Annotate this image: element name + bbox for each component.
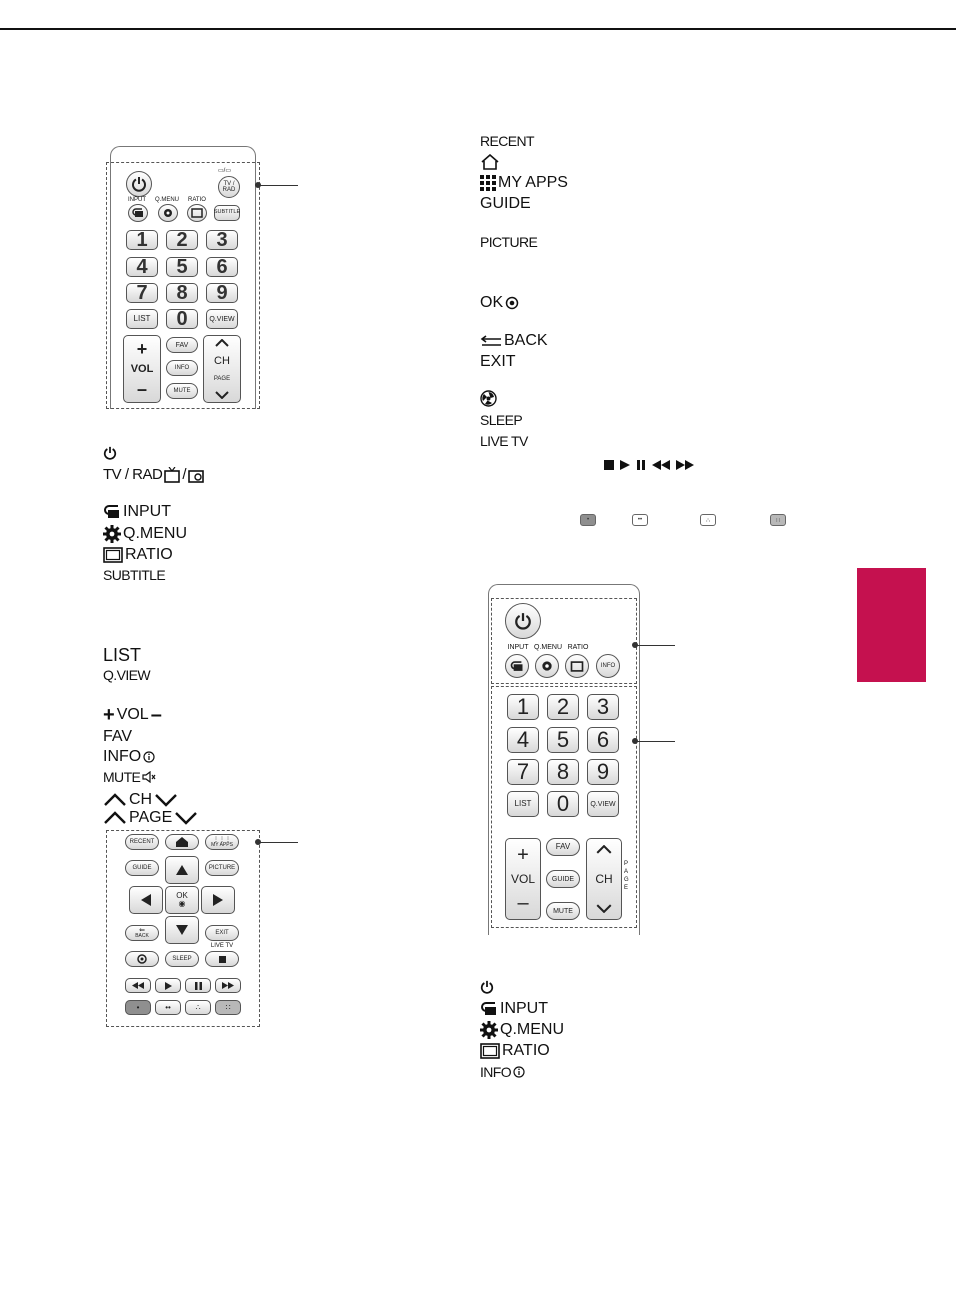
back-button[interactable] [125, 925, 159, 941]
qmenu-button[interactable] [535, 654, 559, 678]
fast-forward-button[interactable] [215, 978, 241, 993]
power-icon [103, 446, 117, 460]
chevron-up-icon [215, 339, 229, 347]
picture-button-label: PICTURE [208, 865, 236, 871]
qmenu-button[interactable] [158, 204, 178, 222]
tv-icon [164, 467, 180, 483]
ratio-text: RATIO [125, 546, 173, 563]
digit-9-label: 9 [216, 282, 228, 304]
picture-label-row [480, 234, 537, 250]
digit-7-label: 7 [136, 282, 148, 304]
recent-label-row [480, 133, 534, 149]
digit-5-button[interactable] [547, 727, 579, 753]
page-vertical-label: PAGE [624, 861, 629, 891]
input-icon [103, 505, 121, 519]
input-icon [510, 661, 524, 672]
digit-7-button[interactable] [507, 759, 539, 785]
3d-icon [137, 954, 147, 964]
input-text: INPUT [500, 1000, 548, 1017]
page-text: PAGE [129, 809, 173, 826]
back-button-label: BACK [135, 933, 149, 939]
power-button[interactable] [126, 171, 152, 197]
chevron-down-icon [154, 793, 178, 807]
channel-rocker[interactable] [203, 335, 241, 403]
tv-rad-text: TV / RAD [103, 466, 163, 483]
red-button-icon: • [580, 514, 596, 526]
digit-4-button[interactable] [507, 727, 539, 753]
input-label-row [480, 1000, 548, 1018]
section-tab [857, 568, 926, 682]
gear-icon [103, 525, 121, 543]
mute-icon [142, 771, 156, 783]
3d-label-row [480, 390, 497, 407]
play-icon [165, 982, 172, 990]
digit-2-label: 2 [176, 229, 188, 251]
pause-button[interactable] [185, 978, 211, 993]
triangle-down-icon [175, 924, 189, 936]
ratio-label-row [103, 546, 173, 564]
mute-button-label: MUTE [553, 907, 573, 915]
qmenu-text: Q.MENU [123, 525, 187, 542]
recent-button-label: RECENT [129, 839, 155, 845]
vol-label: VOL [510, 872, 535, 886]
guide-label-row [480, 195, 531, 213]
digit-2-button[interactable] [166, 230, 198, 250]
info-icon [513, 1066, 525, 1078]
ratio-icon [570, 661, 584, 672]
callout-dot [255, 839, 261, 845]
input-button[interactable] [505, 654, 529, 678]
two-dot-icon: •• [165, 1002, 171, 1012]
yellow-button-icon: ∴ [700, 514, 716, 526]
ch-label: CH [214, 355, 230, 367]
fav-label-row [103, 728, 132, 746]
digit-3-label: 3 [216, 229, 228, 251]
tv-rad-icons: ▭/▭ [218, 168, 232, 174]
input-icon [480, 1002, 498, 1016]
list-button-label: LIST [133, 314, 151, 323]
qview-button-label: Q.VIEW [590, 800, 616, 808]
qview-button[interactable] [206, 309, 238, 329]
digit-4-button[interactable] [126, 257, 158, 277]
vol-text: VOL [116, 706, 149, 723]
info-button[interactable] [166, 360, 198, 376]
input-button[interactable] [128, 204, 148, 222]
power-icon [480, 980, 494, 994]
minus-symbol: – [150, 704, 162, 726]
digit-7-label: 7 [516, 759, 530, 784]
list-button[interactable] [126, 309, 158, 329]
digit-1-button[interactable] [126, 230, 158, 250]
qmenu-text: Q.MENU [500, 1021, 564, 1038]
mute-label-row [103, 769, 156, 785]
info-label-row [103, 748, 155, 766]
list-label-row [103, 645, 141, 666]
stop-button[interactable] [205, 951, 239, 967]
ratio-icon [103, 547, 123, 563]
plus-symbol: + [103, 704, 115, 726]
digit-7-button[interactable] [126, 283, 158, 303]
up-button[interactable] [165, 856, 199, 884]
home-icon [175, 837, 189, 847]
digit-0-button[interactable] [547, 791, 579, 817]
ch-label: CH [595, 872, 613, 886]
subtitle-text: SUBTITLE [103, 567, 166, 583]
pause-icon [195, 982, 202, 990]
apps-grid-icon: ⋮⋮⋮ [213, 836, 231, 843]
vol-plus-symbol: + [517, 844, 529, 866]
sleep-label-row [480, 412, 522, 428]
pause-icon [636, 460, 646, 470]
volume-rocker[interactable] [505, 838, 541, 920]
my-apps-text: MY APPS [498, 174, 568, 191]
stop-icon [604, 460, 614, 470]
mute-button[interactable] [546, 902, 580, 920]
chevron-down-icon [596, 904, 612, 913]
input-label-row [103, 503, 171, 521]
page-label-row [103, 809, 198, 827]
list-button[interactable] [507, 791, 539, 817]
digit-1-label: 1 [136, 229, 148, 251]
picture-text: PICTURE [480, 234, 538, 250]
mute-button[interactable] [166, 383, 198, 399]
callout-line [635, 645, 675, 646]
ratio-icon [480, 1043, 500, 1059]
exit-text: EXIT [480, 353, 516, 370]
digit-6-button[interactable] [206, 257, 238, 277]
digit-4-label: 4 [516, 727, 530, 752]
ok-button[interactable] [165, 886, 199, 914]
qview-button[interactable] [587, 791, 619, 817]
digit-6-button[interactable] [587, 727, 619, 753]
exit-label-row [480, 353, 516, 371]
yellow-button[interactable] [185, 1000, 211, 1015]
callout-line [258, 185, 298, 186]
my-apps-label-row [480, 174, 568, 192]
digit-3-button[interactable] [206, 230, 238, 250]
fast-forward-icon [222, 982, 234, 989]
digit-5-label: 5 [176, 256, 188, 278]
home-button[interactable] [165, 834, 199, 850]
gear-icon [540, 659, 554, 673]
guide-button[interactable] [546, 870, 580, 888]
my-apps-button-label: MY APPS [211, 841, 233, 848]
subtitle-button-label: SUBTITLE [213, 209, 241, 216]
slash-separator: / [182, 466, 187, 483]
digit-2-button[interactable] [547, 694, 579, 720]
fav-button-label: FAV [175, 341, 189, 349]
vol-label-row [103, 705, 162, 725]
input-icon [132, 208, 144, 218]
exit-button[interactable] [205, 925, 239, 941]
mute-button-label: MUTE [173, 388, 191, 394]
chevron-down-icon [174, 811, 198, 825]
apps-grid-icon [480, 175, 496, 191]
qmenu-label-row [480, 1021, 564, 1039]
power-icon [131, 176, 147, 192]
playback-icons-row [604, 460, 694, 470]
sleep-button[interactable] [165, 951, 199, 967]
vol-minus-symbol: – [517, 892, 529, 914]
wheel-icon [505, 296, 519, 310]
ratio-icon [191, 208, 203, 218]
radio-icon [188, 467, 204, 483]
back-label-row [480, 332, 548, 350]
guide-button-label: GUIDE [551, 875, 575, 883]
ratio-label: RATIO [567, 644, 589, 651]
power-button[interactable] [505, 603, 541, 639]
fav-button-label: FAV [555, 842, 571, 851]
green-button-icon: •• [632, 514, 648, 526]
one-dot-icon: • [136, 1002, 140, 1012]
digit-5-button[interactable] [166, 257, 198, 277]
qmenu-label-row [103, 525, 187, 543]
down-button[interactable] [165, 916, 199, 944]
ratio-label: RATIO [188, 197, 206, 203]
back-arrow-icon [480, 335, 502, 347]
chevron-up-icon [103, 811, 127, 825]
triangle-right-icon [212, 893, 224, 907]
chevron-up-icon [103, 793, 127, 807]
digit-8-button[interactable] [166, 283, 198, 303]
chevron-down-icon [215, 391, 229, 399]
blue-button[interactable] [215, 1000, 241, 1015]
callout-line [635, 741, 675, 742]
power-label [103, 446, 117, 460]
power-label-row [480, 980, 494, 994]
triangle-left-icon [140, 893, 152, 907]
tv-rad-button-label: TV / RAD [222, 181, 236, 193]
info-button-label: INFO [600, 663, 616, 669]
input-label: INPUT [128, 197, 146, 203]
digit-6-label: 6 [596, 727, 610, 752]
play-button[interactable] [155, 978, 181, 993]
ch-label-row [103, 791, 178, 809]
digit-9-button[interactable] [206, 283, 238, 303]
three-dot-icon: ∴ [195, 1002, 201, 1012]
recent-button[interactable] [125, 834, 159, 850]
subtitle-button[interactable] [214, 205, 240, 221]
qview-text: Q.VIEW [103, 667, 150, 683]
digit-9-button[interactable] [587, 759, 619, 785]
live-tv-label: LIVE TV [210, 943, 234, 949]
input-text: INPUT [123, 503, 171, 520]
fav-button[interactable] [546, 838, 580, 856]
tv-rad-label [103, 466, 204, 483]
rewind-icon [132, 982, 144, 989]
digit-4-label: 4 [136, 256, 148, 278]
ratio-text: RATIO [502, 1042, 550, 1059]
back-text: BACK [504, 332, 548, 349]
red-button[interactable] [125, 1000, 151, 1015]
blue-button-icon: ∷ [770, 514, 786, 526]
rewind-icon [652, 460, 670, 470]
digit-0-button[interactable] [166, 309, 198, 329]
qmenu-label: Q.MENU [534, 644, 562, 651]
digit-1-label: 1 [516, 694, 530, 719]
ch-text: CH [129, 791, 153, 808]
3d-button[interactable] [125, 951, 159, 967]
vol-minus-symbol: – [136, 379, 147, 399]
info-button-label: INFO [174, 365, 190, 371]
digit-9-label: 9 [596, 759, 610, 784]
fast-forward-icon [676, 460, 694, 470]
power-icon [514, 612, 532, 630]
info-text: INFO [103, 748, 142, 765]
stop-icon [219, 956, 226, 963]
info-icon [143, 751, 155, 763]
gear-icon [162, 207, 174, 219]
mute-text: MUTE [103, 769, 141, 785]
info-button[interactable] [596, 654, 620, 678]
chevron-up-icon [596, 845, 612, 854]
back-arrow-icon: ⇐ [139, 927, 145, 934]
recent-text: RECENT [480, 133, 534, 149]
callout-line [258, 842, 298, 843]
triangle-up-icon [175, 864, 189, 876]
digit-8-label: 8 [556, 759, 570, 784]
input-label: INPUT [507, 644, 529, 651]
sleep-text: SLEEP [480, 412, 523, 428]
vol-plus-symbol: + [136, 339, 148, 359]
channel-rocker[interactable] [586, 838, 622, 920]
qmenu-label: Q.MENU [155, 197, 179, 203]
fav-text: FAV [103, 728, 133, 745]
digit-3-button[interactable] [587, 694, 619, 720]
digit-6-label: 6 [216, 256, 228, 278]
fav-button[interactable] [166, 337, 198, 353]
exit-button-label: EXIT [215, 930, 229, 936]
info-text: INFO [480, 1064, 512, 1080]
list-text: LIST [103, 645, 142, 665]
live-tv-text: LIVE TV [480, 433, 528, 449]
ratio-button[interactable] [565, 654, 589, 678]
digit-8-label: 8 [176, 282, 188, 304]
top-rule [0, 28, 956, 30]
digit-3-label: 3 [596, 694, 610, 719]
ok-text: OK [480, 294, 504, 311]
digit-5-label: 5 [556, 727, 570, 752]
callout-dot [632, 738, 638, 744]
subtitle-label-row [103, 567, 165, 583]
digit-0-label: 0 [176, 308, 188, 330]
volume-rocker[interactable] [123, 335, 161, 403]
tv-rad-button[interactable] [218, 176, 240, 198]
ok-wheel-icon: ◉ [178, 899, 186, 908]
ratio-label-row [480, 1042, 550, 1060]
digit-2-label: 2 [556, 694, 570, 719]
rewind-button[interactable] [125, 978, 151, 993]
vol-label: VOL [130, 362, 154, 375]
gear-icon [480, 1021, 498, 1039]
ratio-button[interactable] [187, 204, 207, 222]
3d-icon [480, 390, 497, 407]
sleep-button-label: SLEEP [172, 956, 192, 962]
left-button[interactable] [129, 886, 163, 914]
qview-label-row [103, 667, 150, 683]
digit-1-button[interactable] [507, 694, 539, 720]
four-dot-icon: ∷ [225, 1002, 231, 1012]
green-button[interactable] [155, 1000, 181, 1015]
page-label: PAGE [213, 376, 231, 382]
right-button[interactable] [201, 886, 235, 914]
guide-text: GUIDE [480, 195, 531, 212]
home-label-row [480, 154, 500, 170]
live-tv-label-row [480, 433, 528, 449]
my-apps-button[interactable] [205, 834, 239, 850]
digit-0-label: 0 [556, 791, 570, 816]
list-button-label: LIST [514, 799, 532, 808]
callout-dot [255, 182, 261, 188]
ok-label-row [480, 294, 519, 312]
qview-button-label: Q.VIEW [209, 315, 235, 323]
home-icon [480, 154, 500, 170]
info-label-row [480, 1064, 525, 1080]
guide-button-label: GUIDE [132, 865, 152, 871]
digit-8-button[interactable] [547, 759, 579, 785]
play-icon [620, 460, 630, 470]
callout-dot [632, 642, 638, 648]
ok-button-label: OK [176, 891, 188, 900]
